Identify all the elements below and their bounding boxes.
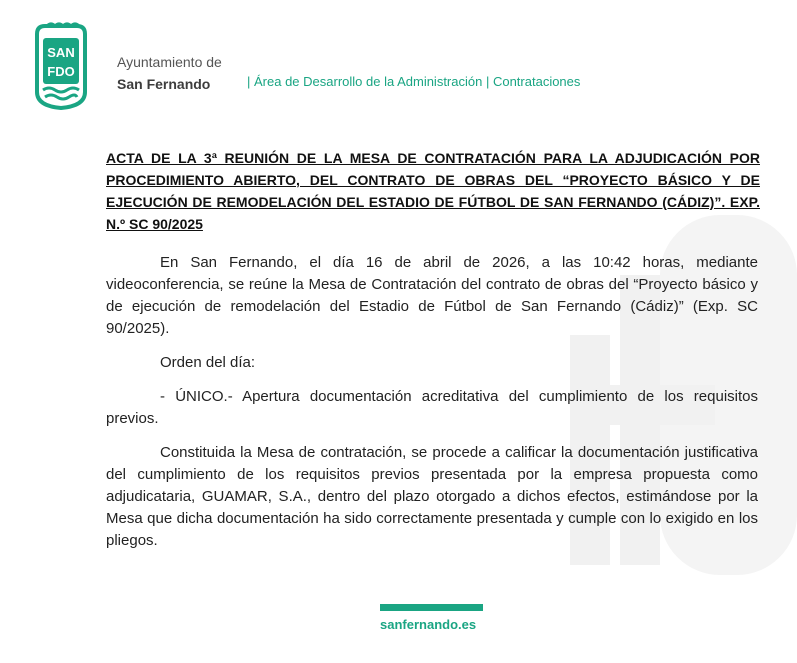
section-name: Contrataciones	[492, 74, 581, 89]
footer-accent-bar	[380, 604, 483, 611]
org-line1: Ayuntamiento de	[117, 54, 222, 70]
paragraph-opening: En San Fernando, el día 16 de abril de 2026, a las 10:42 horas, mediante videoconferencia, se reúne la Mesa de Contratación del contrato de obras del “Proyecto básico y de ejecución de remodelación del Estadio de Fútbol de San Fernando (Cádiz)” (Exp. SC 90/2025).	[106, 254, 758, 337]
org-line2: San Fernando	[117, 76, 211, 92]
paragraph-agenda-heading: Orden del día:	[160, 354, 256, 371]
website-link[interactable]: sanfernando.es	[380, 617, 477, 632]
department-line: | Área de Desarrollo de la Administración | Contrataciones	[247, 74, 581, 89]
organization-name	[117, 52, 222, 94]
svg-text:FDO: FDO	[47, 64, 75, 79]
document-body	[106, 252, 758, 564]
paragraph-resolution: Constituida la Mesa de contratación, se procede a calificar la documentación justificativa del cumplimiento de los requisitos previos presentada por la empresa propuesta como adjudicataria, GUAMAR, S.A., dentro del plazo otorgado a dichos efectos, estimándose por la Mesa que dicha documentación ha sido correctamente presentada y cumple con lo exigido en los pliegos.	[106, 444, 758, 549]
svg-text:SAN: SAN	[47, 45, 75, 60]
department-name: Área de Desarrollo de la Administración	[254, 74, 483, 89]
paragraph-agenda-item: - ÚNICO.- Apertura documentación acreditativa del cumplimiento de los requisitos previos.	[106, 388, 758, 427]
san-fernando-logo	[33, 22, 89, 110]
document-title: ACTA DE LA 3ª REUNIÓN DE LA MESA DE CONTRATACIÓN PARA LA ADJUDICACIÓN POR PROCEDIMIENTO ABIERTO, DEL CONTRATO DE OBRAS DEL “PROYECTO BÁSICO Y DE EJECUCIÓN DE REMODELACIÓN DEL ESTADIO DE FÚTBOL DE SAN FERNANDO (CÁDIZ)”. EXP. N.º SC 90/2025	[106, 150, 760, 232]
